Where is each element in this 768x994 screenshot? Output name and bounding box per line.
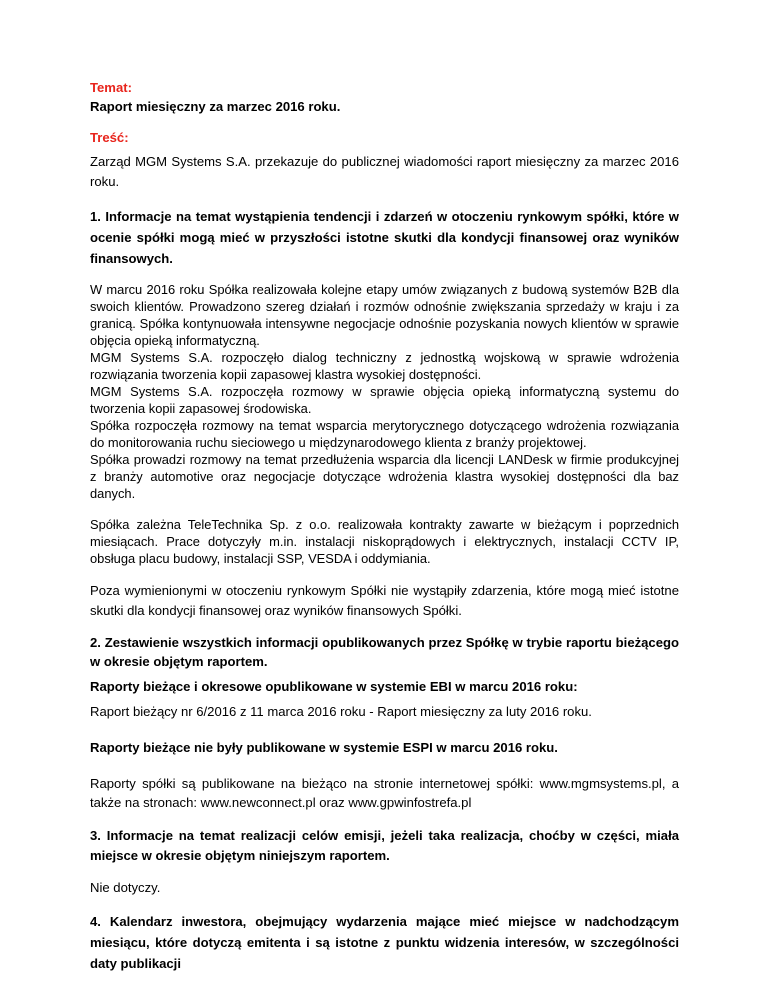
temat-label: Temat: — [90, 80, 132, 95]
section1-paragraph-6: Spółka zależna TeleTechnika Sp. z o.o. realizowała kontrakty zawarte w bieżącym i poprzednich miesiącach. Prace dotyczyły m.in. instalacji niskoprądowych i elektrycznych, instalacji CCTV IP, obsługa placu budowy, instalacji SSP, VESDA i oddymiania. — [90, 517, 679, 566]
section1-paragraph-5: Spółka prowadzi rozmowy na temat przedłużenia wsparcia dla licencji LANDesk w firmie produkcyjnej z branży automotive oraz negocjacje dotyczące wdrożenia klastra wysokiej dostępności dla baz danych. — [90, 452, 679, 501]
section4-heading: 4. Kalendarz inwestora, obejmujący wydarzenia mające mieć miejsce w nadchodzącym miesiącu, które dotyczą emitenta i są istotne z punktu widzenia interesów, w szczególności daty publikacji — [90, 914, 679, 971]
report-title: Raport miesięczny za marzec 2016 roku. — [90, 99, 341, 114]
section1-paragraph-2: MGM Systems S.A. rozpoczęło dialog techniczny z jednostką wojskową w sprawie wdrożenia rozwiązania tworzenia kopii zapasowej klastra wysokiej dostępności. — [90, 350, 679, 382]
ebi-heading: Raporty bieżące i okresowe opublikowane w systemie EBI w marcu 2016 roku: — [90, 679, 578, 694]
website-note: Raporty spółki są publikowane na bieżąco na stronie internetowej spółki: www.mgmsystems.pl, a także na stronach: www.newconnect.pl oraz www.gpwinfostrefa.pl — [90, 776, 679, 810]
section2-heading: 2. Zestawienie wszystkich informacji opublikowanych przez Spółkę w trybie raportu bieżącego w okresie objętym raportem. — [90, 635, 679, 669]
section1-heading: 1. Informacje na temat wystąpienia tendencji i zdarzeń w otoczeniu rynkowym spółki, które w ocenie spółki mogą mieć w przyszłości istotne skutki dla kondycji finansowej oraz wyników finansowych. — [90, 209, 679, 266]
section1-paragraph-1: W marcu 2016 roku Spółka realizowała kolejne etapy umów związanych z budową systemów B2B dla swoich klientów. Prowadzono szereg działań i rozmów odnośnie zwiększania sprzedaży w kraju i za granicą. Spółka kontynuowała intensywne negocjacje odnośnie pozyskania nowych klientów w sprawie objęcia opieką informatyczną. — [90, 282, 679, 348]
section1-paragraph-7: Poza wymienionymi w otoczeniu rynkowym Spółki nie wystąpiły zdarzenia, które mogą mieć istotne skutki dla kondycji finansowej oraz wyników finansowych Spółki. — [90, 583, 679, 618]
intro-paragraph: Zarząd MGM Systems S.A. przekazuje do publicznej wiadomości raport miesięczny za marzec 2016 roku. — [90, 154, 679, 189]
ebi-report-item: Raport bieżący nr 6/2016 z 11 marca 2016 roku - Raport miesięczny za luty 2016 roku. — [90, 704, 592, 719]
espi-heading: Raporty bieżące nie były publikowane w systemie ESPI w marcu 2016 roku. — [90, 740, 558, 755]
tresc-label: Treść: — [90, 130, 129, 145]
section1-body — [90, 281, 679, 502]
section3-text: Nie dotyczy. — [90, 880, 161, 895]
section3-heading: 3. Informacje na temat realizacji celów emisji, jeżeli taka realizacja, choćby w części, miała miejsce w okresie objętym niniejszym raportem. — [90, 828, 679, 863]
section1-paragraph-3: MGM Systems S.A. rozpoczęła rozmowy w sprawie objęcia opieką informatyczną systemu do tworzenia kopii zapasowej środowiska. — [90, 384, 679, 416]
report-content — [90, 78, 679, 974]
section1-paragraph-4: Spółka rozpoczęła rozmowy na temat wsparcia merytorycznego dotyczącego wdrożenia rozwiązania do monitorowania ruchu sieciowego u międzynarodowego klienta z branży projektowej. — [90, 418, 679, 450]
